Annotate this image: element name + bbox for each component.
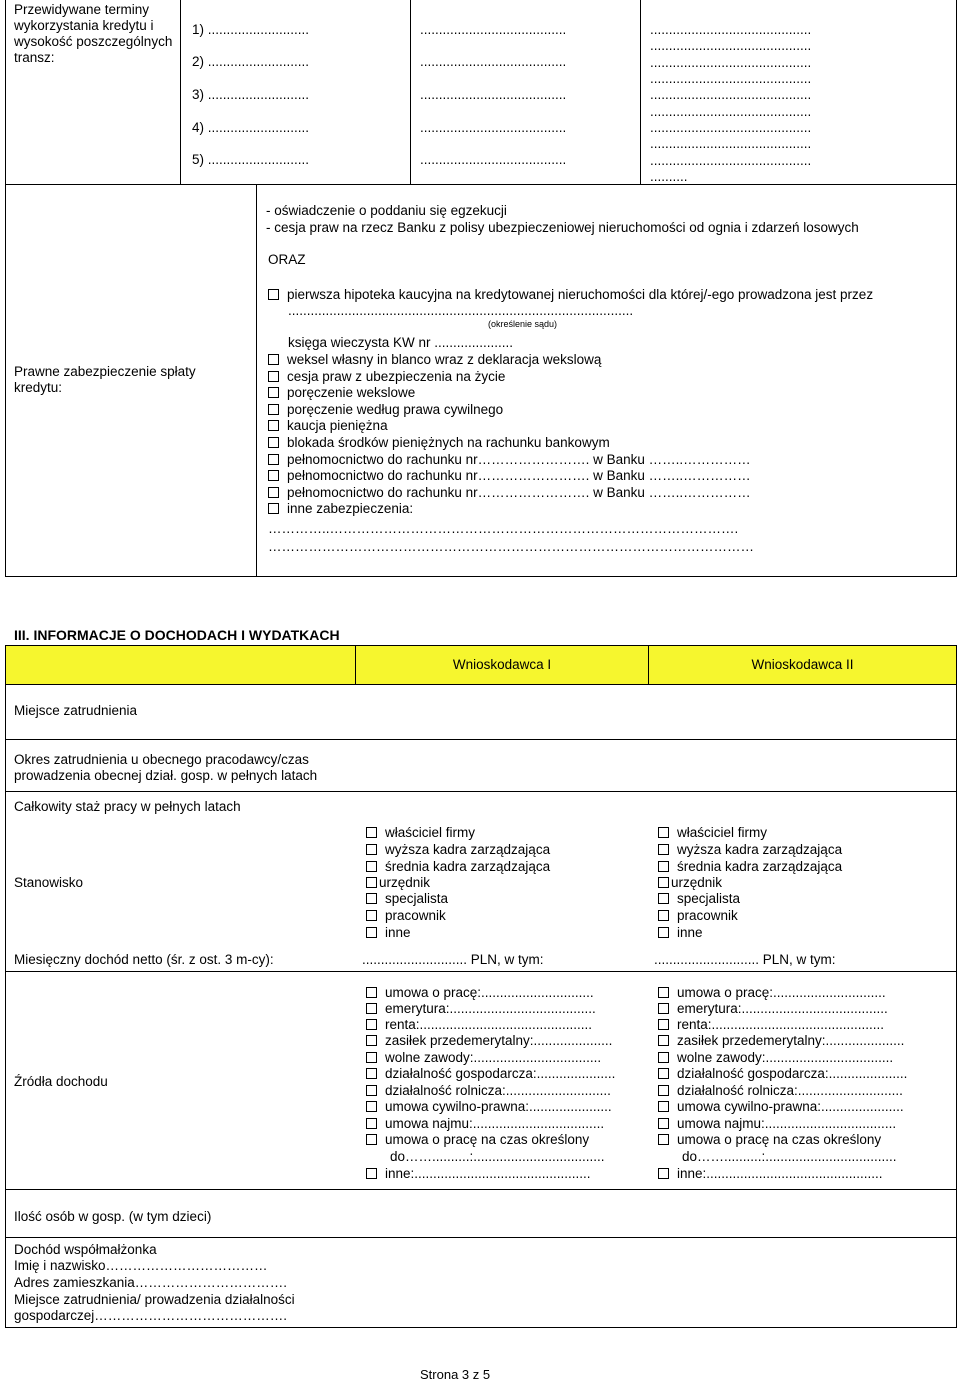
option-label: emerytura:.......................................: [385, 1001, 596, 1016]
option-label: wolne zawody:..................................: [677, 1050, 894, 1065]
stanowisko-option[interactable]: [658, 859, 842, 875]
inne-line-2: ………………………………………………………………………………………………: [268, 539, 754, 554]
checkbox[interactable]: [658, 1003, 669, 1014]
checkbox[interactable]: [268, 470, 279, 481]
dochod-netto-label: Miesięczny dochód netto (śr. z ost. 3 m-cy):: [14, 952, 274, 967]
item-label: kaucja pieniężna: [287, 418, 388, 433]
checkbox[interactable]: [366, 1068, 377, 1079]
checkbox[interactable]: [366, 827, 377, 838]
option-label: działalność rolnicza:............................: [385, 1083, 611, 1098]
checkbox[interactable]: [366, 893, 377, 904]
checkbox[interactable]: [366, 910, 377, 921]
transza-3: 3) ...........................: [192, 87, 310, 102]
option-label: emerytura:.......................................: [677, 1001, 888, 1016]
checkbox[interactable]: [658, 1068, 669, 1079]
zrodlo-option[interactable]: [366, 1166, 591, 1182]
checkbox[interactable]: [658, 1085, 669, 1096]
transza-5: 5) ...........................: [192, 152, 310, 167]
option-label: umowa o pracę:..............................: [677, 985, 886, 1000]
zrodlo-option[interactable]: [658, 1083, 903, 1099]
item-label: blokada środków pieniężnych na rachunku bankowym: [287, 435, 610, 450]
header-wnioskodawca-2: Wnioskodawca II: [751, 657, 854, 672]
option-label: umowa o pracę na czas określony: [677, 1132, 882, 1147]
checkbox[interactable]: [658, 1035, 669, 1046]
option-label: umowa najmu:...................................: [385, 1116, 605, 1131]
transza-uwagi-2: ...........................................: [650, 38, 812, 53]
checkbox[interactable]: [658, 827, 669, 838]
stanowisko-label: Stanowisko: [14, 875, 84, 890]
stanowisko-option[interactable]: [658, 825, 767, 841]
option-label: inne:...............................................: [677, 1166, 883, 1181]
option-label: działalność gospodarcza:.....................: [677, 1066, 908, 1081]
transza-uwagi-8: ...........................................: [650, 136, 812, 151]
option-label: inne:...............................................: [385, 1166, 591, 1181]
zrodlo-option[interactable]: [658, 1132, 881, 1148]
zrodlo-option[interactable]: [658, 1033, 904, 1049]
checkbox[interactable]: [268, 487, 279, 498]
checkbox[interactable]: [366, 927, 377, 938]
transza-kwota-4: .......................................: [420, 120, 567, 135]
staz-label: Całkowity staż pracy w pełnych latach: [14, 799, 241, 814]
item-label: poręczenie według prawa cywilnego: [287, 402, 504, 417]
zab-line-cesja: - cesja praw na rzecz Banku z polisy ubezpieczeniowej nieruchomości od ognia i zdarzeń losowych: [266, 220, 859, 235]
checkbox[interactable]: [268, 404, 279, 415]
transze-label: Przewidywane terminy wykorzystania kredytu i wysokość poszczególnych transz:: [14, 2, 173, 65]
stanowisko-option[interactable]: [658, 875, 722, 891]
transza-1: 1) ...........................: [192, 22, 310, 37]
item-label: pełnomocnictwo do rachunku nr……………………. w Banku ……..……………: [287, 485, 751, 500]
option-label: zasiłek przedemerytalny:.....................: [677, 1033, 905, 1048]
zab-item-inne[interactable]: [268, 501, 413, 517]
option-label: urzędnik: [379, 875, 431, 890]
zab-item-cesja[interactable]: [268, 369, 505, 385]
option-label: umowa najmu:...................................: [677, 1116, 897, 1131]
zab-item-pelnomocnictwo-2[interactable]: [268, 468, 751, 484]
option-label: pracownik: [385, 908, 446, 923]
transza-uwagi-9: ...........................................: [650, 153, 812, 168]
hipoteka-label: pierwsza hipoteka kaucyjna na kredytowanej nieruchomości dla której/-ego prowadzona jest przez: [287, 287, 874, 302]
stanowisko-option[interactable]: [658, 891, 740, 907]
malzonek-title: Dochód współmałżonka: [14, 1242, 157, 1257]
zab-item-weksel[interactable]: [268, 352, 601, 368]
option-label: specjalista: [385, 891, 449, 906]
zrodlo-option[interactable]: [366, 1099, 612, 1115]
stanowisko-option[interactable]: [366, 859, 550, 875]
checkbox[interactable]: [658, 1118, 669, 1129]
transza-2: 2) ...........................: [192, 54, 310, 69]
zrodlo-option[interactable]: [658, 1017, 884, 1033]
stanowisko-option[interactable]: [366, 891, 448, 907]
checkbox[interactable]: [268, 354, 279, 365]
option-label: średnia kadra zarządzająca: [385, 859, 551, 874]
zab-item-pelnomocnictwo-3[interactable]: [268, 485, 751, 501]
checkbox[interactable]: [658, 987, 669, 998]
transza-uwagi-7: ...........................................: [650, 120, 812, 135]
stanowisko-option[interactable]: [658, 842, 842, 858]
checkbox[interactable]: [658, 1168, 669, 1179]
ksiega-wieczysta: księga wieczysta KW nr .....................: [288, 335, 514, 350]
checkbox[interactable]: [658, 1134, 669, 1145]
transza-kwota-2: .......................................: [420, 54, 567, 69]
zab-hipoteka[interactable]: [268, 287, 873, 303]
item-label: pełnomocnictwo do rachunku nr……………………. w Banku ……..……………: [287, 452, 751, 467]
section-title: III. INFORMACJE O DOCHODACH I WYDATKACH: [14, 627, 340, 643]
option-label: wolne zawody:..................................: [385, 1050, 602, 1065]
checkbox[interactable]: [366, 877, 377, 888]
transza-uwagi-4: ...........................................: [650, 71, 812, 86]
option-label: działalność gospodarcza:.....................: [385, 1066, 616, 1081]
zrodlo-option[interactable]: [366, 1083, 611, 1099]
zab-oraz: ORAZ: [268, 252, 306, 267]
zrodlo-option[interactable]: [658, 1166, 883, 1182]
option-label: wyższa kadra zarządzająca: [385, 842, 551, 857]
okreslenie-sadu: (określenie sądu): [488, 319, 558, 329]
zrodlo-option[interactable]: [658, 1099, 904, 1115]
zab-item-kaucja[interactable]: [268, 418, 388, 434]
option-label: umowa o pracę:..............................: [385, 985, 594, 1000]
item-label: pełnomocnictwo do rachunku nr……………………. w Banku ……..……………: [287, 468, 751, 483]
item-label: weksel własny in blanco wraz z deklaracja wekslową: [287, 352, 602, 367]
zrodlo-option[interactable]: [658, 1066, 907, 1082]
malzonek-imie: Imię i nazwisko………………………………: [14, 1258, 268, 1273]
stanowisko-option[interactable]: [366, 908, 446, 924]
checkbox[interactable]: [366, 1118, 377, 1129]
zab-item-poreczenie-wekslowe[interactable]: [268, 385, 415, 401]
zrodlo-option[interactable]: [658, 1050, 893, 1066]
zrodlo-option[interactable]: [366, 1116, 604, 1132]
checkbox[interactable]: [366, 844, 377, 855]
zab-line-egzekucja: - oświadczenie o poddaniu się egzekucji: [266, 203, 507, 218]
checkbox[interactable]: [658, 910, 669, 921]
option-label: umowa o pracę na czas określony: [385, 1132, 590, 1147]
miejsce-zatrudnienia-label: Miejsce zatrudnienia: [14, 703, 138, 718]
option-label: urzędnik: [671, 875, 723, 890]
stanowisko-option[interactable]: [366, 875, 430, 891]
zrodlo-do: do……..........:...................................: [390, 1149, 605, 1164]
transza-uwagi-5: ...........................................: [650, 87, 812, 102]
checkbox[interactable]: [658, 927, 669, 938]
stanowisko-option[interactable]: [366, 925, 411, 941]
transza-uwagi-6: ...........................................: [650, 104, 812, 119]
zrodlo-option[interactable]: [366, 1033, 612, 1049]
option-label: wyższa kadra zarządzająca: [677, 842, 843, 857]
zab-item-poreczenie-cywilne[interactable]: [268, 402, 503, 418]
checkbox[interactable]: [366, 1085, 377, 1096]
dochod-netto-2: ............................ PLN, w tym:: [654, 952, 836, 967]
zrodlo-option[interactable]: [658, 1116, 896, 1132]
checkbox[interactable]: [268, 437, 279, 448]
malzonek-adres: Adres zamieszkania…………………………….: [14, 1275, 288, 1290]
checkbox[interactable]: [658, 893, 669, 904]
checkbox[interactable]: [268, 371, 279, 382]
checkbox[interactable]: [268, 387, 279, 398]
stanowisko-option[interactable]: [658, 925, 703, 941]
checkbox[interactable]: [268, 503, 279, 514]
zrodla-label: Źródła dochodu: [14, 1074, 108, 1089]
option-label: inne: [385, 925, 411, 940]
zabezpieczenie-label: Prawne zabezpieczenie spłaty kredytu:: [14, 364, 196, 395]
dochod-netto-1: ............................ PLN, w tym:: [362, 952, 544, 967]
checkbox[interactable]: [268, 454, 279, 465]
checkbox[interactable]: [366, 1052, 377, 1063]
option-label: działalność rolnicza:............................: [677, 1083, 903, 1098]
zrodlo-option[interactable]: [366, 985, 594, 1001]
checkbox[interactable]: [366, 1168, 377, 1179]
checkbox[interactable]: [366, 987, 377, 998]
page-number: Strona 3 z 5: [420, 1367, 491, 1382]
option-label: właściciel firmy: [385, 825, 476, 840]
inne-line-1: …………..……………………………………………………………………………….: [268, 521, 739, 536]
transza-kwota-3: .......................................: [420, 87, 567, 102]
transza-kwota-5: .......................................: [420, 152, 567, 167]
transza-4: 4) ...........................: [192, 120, 310, 135]
option-label: umowa cywilno-prawna:......................: [385, 1099, 612, 1114]
checkbox[interactable]: [658, 844, 669, 855]
item-label: cesja praw z ubezpieczenia na życie: [287, 369, 506, 384]
zab-item-pelnomocnictwo-1[interactable]: [268, 452, 751, 468]
transza-uwagi-3: ...........................................: [650, 55, 812, 70]
zrodlo-option[interactable]: [658, 985, 886, 1001]
option-label: umowa cywilno-prawna:......................: [677, 1099, 904, 1114]
checkbox[interactable]: [658, 1052, 669, 1063]
checkbox[interactable]: [366, 861, 377, 872]
malzonek-miejsce: Miejsce zatrudnienia/ prowadzenia działalności: [14, 1292, 295, 1307]
option-label: renta:..............................................: [385, 1017, 593, 1032]
ilosc-osob-label: Ilość osób w gosp. (w tym dzieci): [14, 1209, 212, 1224]
zab-item-blokada[interactable]: [268, 435, 610, 451]
checkbox[interactable]: [366, 1134, 377, 1145]
checkbox[interactable]: [658, 861, 669, 872]
zrodlo-option[interactable]: [658, 1001, 888, 1017]
option-label: średnia kadra zarządzająca: [677, 859, 843, 874]
checkbox[interactable]: [366, 1035, 377, 1046]
checkbox[interactable]: [268, 420, 279, 431]
zrodlo-option[interactable]: [366, 1132, 589, 1148]
option-label: pracownik: [677, 908, 738, 923]
stanowisko-option[interactable]: [658, 908, 738, 924]
checkbox[interactable]: [366, 1019, 377, 1030]
checkbox[interactable]: [366, 1003, 377, 1014]
stanowisko-option[interactable]: [366, 825, 475, 841]
header-wnioskodawca-1: Wnioskodawca I: [452, 657, 552, 672]
item-label: inne zabezpieczenia:: [287, 501, 414, 516]
option-label: inne: [677, 925, 703, 940]
transza-kwota-1: .......................................: [420, 22, 567, 37]
zrodlo-do: do……..........:...................................: [682, 1149, 897, 1164]
checkbox[interactable]: [658, 877, 669, 888]
checkbox[interactable]: [366, 1101, 377, 1112]
transza-uwagi-1: ...........................................: [650, 22, 812, 37]
hipoteka-checkbox[interactable]: [268, 289, 279, 300]
zrodlo-option[interactable]: [366, 1050, 601, 1066]
malzonek-gospodarczej: gospodarczej…………………………………….: [14, 1308, 288, 1323]
checkbox[interactable]: [658, 1019, 669, 1030]
stanowisko-option[interactable]: [366, 842, 550, 858]
zrodlo-option[interactable]: [366, 1066, 615, 1082]
okres-zatrudnienia-label: Okres zatrudnienia u obecnego pracodawcy/czas prowadzenia obecnej dział. gosp. w pełnych latach: [14, 752, 318, 783]
checkbox[interactable]: [658, 1101, 669, 1112]
zrodlo-option[interactable]: [366, 1017, 592, 1033]
option-label: właściciel firmy: [677, 825, 768, 840]
item-label: poręczenie wekslowe: [287, 385, 416, 400]
hipoteka-dots: ............................................................................................: [288, 303, 634, 318]
transza-uwagi-10: ..........: [650, 169, 688, 184]
zrodlo-option[interactable]: [366, 1001, 596, 1017]
option-label: zasiłek przedemerytalny:.....................: [385, 1033, 613, 1048]
option-label: specjalista: [677, 891, 741, 906]
option-label: renta:..............................................: [677, 1017, 885, 1032]
